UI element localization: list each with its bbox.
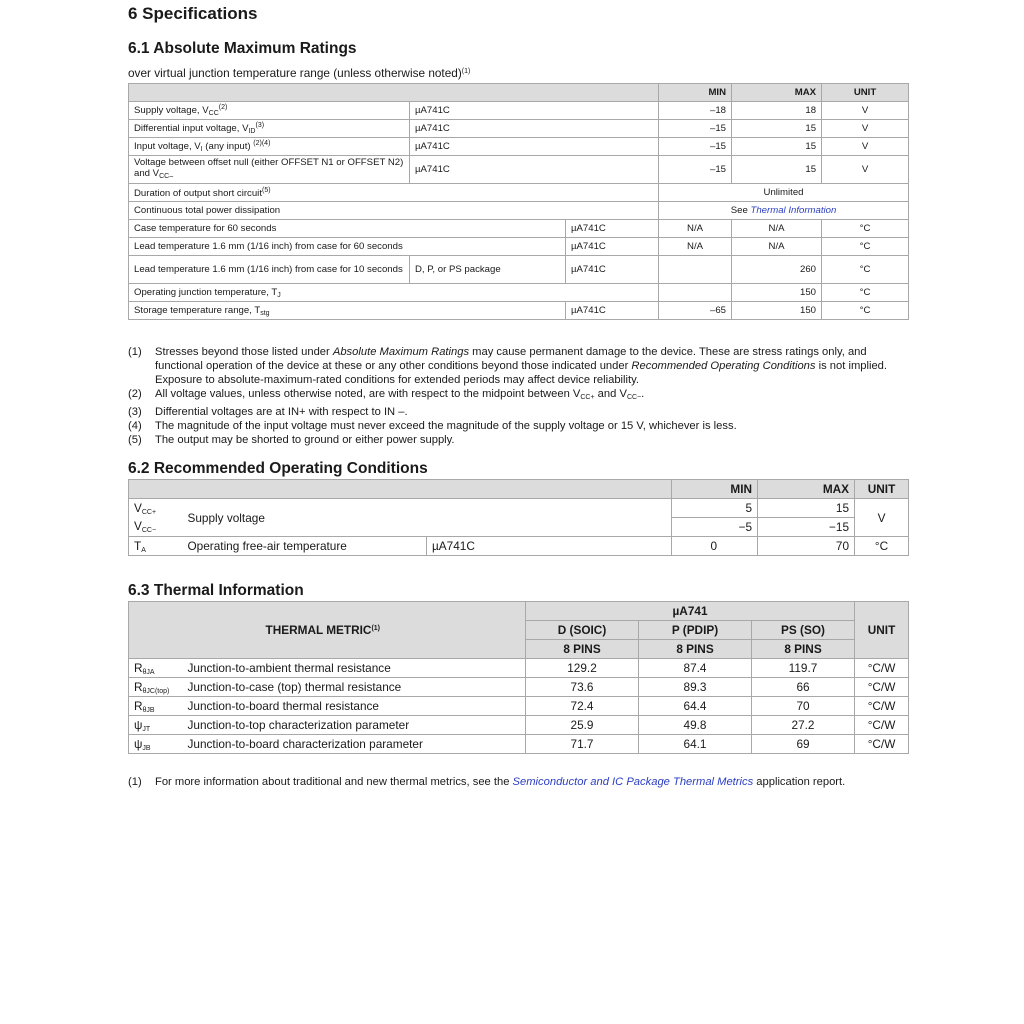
footnote: (2) All voltage values, unless otherwise noted, are with respect to the midpoint between $V_{CC+}$ and $V_{CC-}$. xyxy=(128,388,645,401)
supply-voltage-label: Supply voltage xyxy=(183,499,672,537)
param-cell: Lead temperature 1.6 mm (1/16 inch) from case for 10 seconds xyxy=(129,256,410,284)
thermal-metric-header: THERMAL METRIC$^{(1)}$ xyxy=(183,602,526,659)
table-row: $\psi_{JB}$ Junction-to-board characterization parameter 71.7 64.1 69 °C/W xyxy=(129,735,909,754)
param-cell: Operating junction temperature, $T_J$ xyxy=(129,284,659,302)
footnote: (1) Stresses beyond those listed under Absolute Maximum Ratings may cause permanent damage to the device. These are stress ratings only, and functional operation of the device at these or any other conditions beyond those indicated under Recommended Operating Conditions is not implied. Exposure to absolute-maximum-rated conditions for extended periods may affect device reliability. xyxy=(128,346,888,386)
heading-abs-max-ratings: 6.1 Absolute Maximum Ratings xyxy=(128,40,357,57)
param-cell: Duration of output short circuit$^{(5)}$ xyxy=(129,184,659,202)
abs-max-footnotes xyxy=(128,345,908,447)
unlimited-value: Unlimited xyxy=(659,184,909,202)
thermal-footnotes xyxy=(128,775,908,789)
param-cell: Continuous total power dissipation xyxy=(129,202,659,220)
table-row: Supply voltage, $V_{CC}^{(2)}$ µA741C –18 18 V xyxy=(129,102,909,120)
table-row: $V_{CC+}$ Supply voltage 5 15 V xyxy=(129,499,909,518)
table-row: Input voltage, $V_I$ (any input) $^{(2)(4)}$ µA741C –15 15 V xyxy=(129,138,909,156)
header-unit: UNIT xyxy=(822,84,909,102)
thermal-metrics-report-link[interactable]: Semiconductor and IC Package Thermal Metrics xyxy=(512,776,754,788)
table-header-row xyxy=(129,602,909,621)
table-header-row: MIN MAX UNIT xyxy=(129,480,909,499)
table-row: Storage temperature range, $T_{stg}$ µA741C –65 150 °C xyxy=(129,302,909,320)
table-row: $R_{\theta JA}$ Junction-to-ambient thermal resistance 129.2 87.4 119.7 °C/W xyxy=(129,659,909,678)
footnote: (1) For more information about traditional and new thermal metrics, see the Semiconductor and IC Package Thermal Metrics application report. xyxy=(128,776,846,788)
table-row: $T_A$ Operating free-air temperature µA741C 0 70 °C xyxy=(129,537,909,556)
param-cell: Case temperature for 60 seconds xyxy=(129,220,566,238)
abs-max-ratings-table xyxy=(128,83,909,320)
table-row xyxy=(129,184,909,202)
table-row: $V_{CC-}$ −5 −15 xyxy=(129,518,909,537)
see-thermal-info: See Thermal Information xyxy=(659,202,909,220)
param-cell: Lead temperature 1.6 mm (1/16 inch) from case for 60 seconds xyxy=(129,238,566,256)
param-cell: Supply voltage, $V_{CC}^{(2)}$ xyxy=(129,102,410,120)
table-row: Lead temperature 1.6 mm (1/16 inch) from case for 10 seconds D, P, or PS package µA741C 260 °C xyxy=(129,256,909,284)
recommended-conditions-table xyxy=(128,479,909,556)
device-header: µA741 xyxy=(526,602,855,621)
footnote: (5) The output may be shorted to ground or either power supply. xyxy=(128,434,455,446)
footnote: (4) The magnitude of the input voltage must never exceed the magnitude of the supply voltage or 15 V, whichever is less. xyxy=(128,420,737,432)
table-row: $\psi_{JT}$ Junction-to-top characterization parameter 25.9 49.8 27.2 °C/W xyxy=(129,716,909,735)
table-row: Operating junction temperature, $T_J$ 150 °C xyxy=(129,284,909,302)
table-row: $R_{\theta JC(top)}$ Junction-to-case (top) thermal resistance 73.6 89.3 66 °C/W xyxy=(129,678,909,697)
param-cell: Storage temperature range, $T_{stg}$ xyxy=(129,302,566,320)
thermal-information-link[interactable]: Thermal Information xyxy=(750,205,837,216)
param-cell: Input voltage, $V_I$ (any input) $^{(2)(4)}$ xyxy=(129,138,410,156)
heading-thermal-information: 6.3 Thermal Information xyxy=(128,582,304,599)
table-row: Case temperature for 60 seconds µA741C N/A N/A °C xyxy=(129,220,909,238)
table-header-row xyxy=(129,84,909,102)
table-row: Voltage between offset null (either OFFSET N1 or OFFSET N2) and $V_{CC-}$ µA741C –15 15 V xyxy=(129,156,909,184)
footnote: (3) Differential voltages are at IN+ with respect to IN –. xyxy=(128,406,408,418)
table-row: $R_{\theta JB}$ Junction-to-board thermal resistance 72.4 64.4 70 °C/W xyxy=(129,697,909,716)
table-header-row: 8 PINS 8 PINS 8 PINS xyxy=(129,640,909,659)
thermal-information-table xyxy=(128,601,909,754)
table-row: Differential input voltage, $V_{ID}^{(3)}$ µA741C –15 15 V xyxy=(129,120,909,138)
table-header-row: D (SOIC) P (PDIP) PS (SO) xyxy=(129,621,909,640)
header-max: MAX xyxy=(732,84,822,102)
param-cell: Voltage between offset null (either OFFSET N1 or OFFSET N2) and $V_{CC-}$ xyxy=(129,156,410,184)
param-cell: Differential input voltage, $V_{ID}^{(3)}$ xyxy=(129,120,410,138)
header-min: MIN xyxy=(659,84,732,102)
table-row: Lead temperature 1.6 mm (1/16 inch) from case for 60 seconds µA741C N/A N/A °C xyxy=(129,238,909,256)
unit-header: UNIT xyxy=(855,602,909,659)
heading-recommended-conditions: 6.2 Recommended Operating Conditions xyxy=(128,460,428,477)
table-row xyxy=(129,202,909,220)
abs-max-condition: over virtual junction temperature range (unless otherwise noted)$^{(1)}$ xyxy=(128,66,471,80)
section-title: 6 Specifications xyxy=(128,4,258,23)
